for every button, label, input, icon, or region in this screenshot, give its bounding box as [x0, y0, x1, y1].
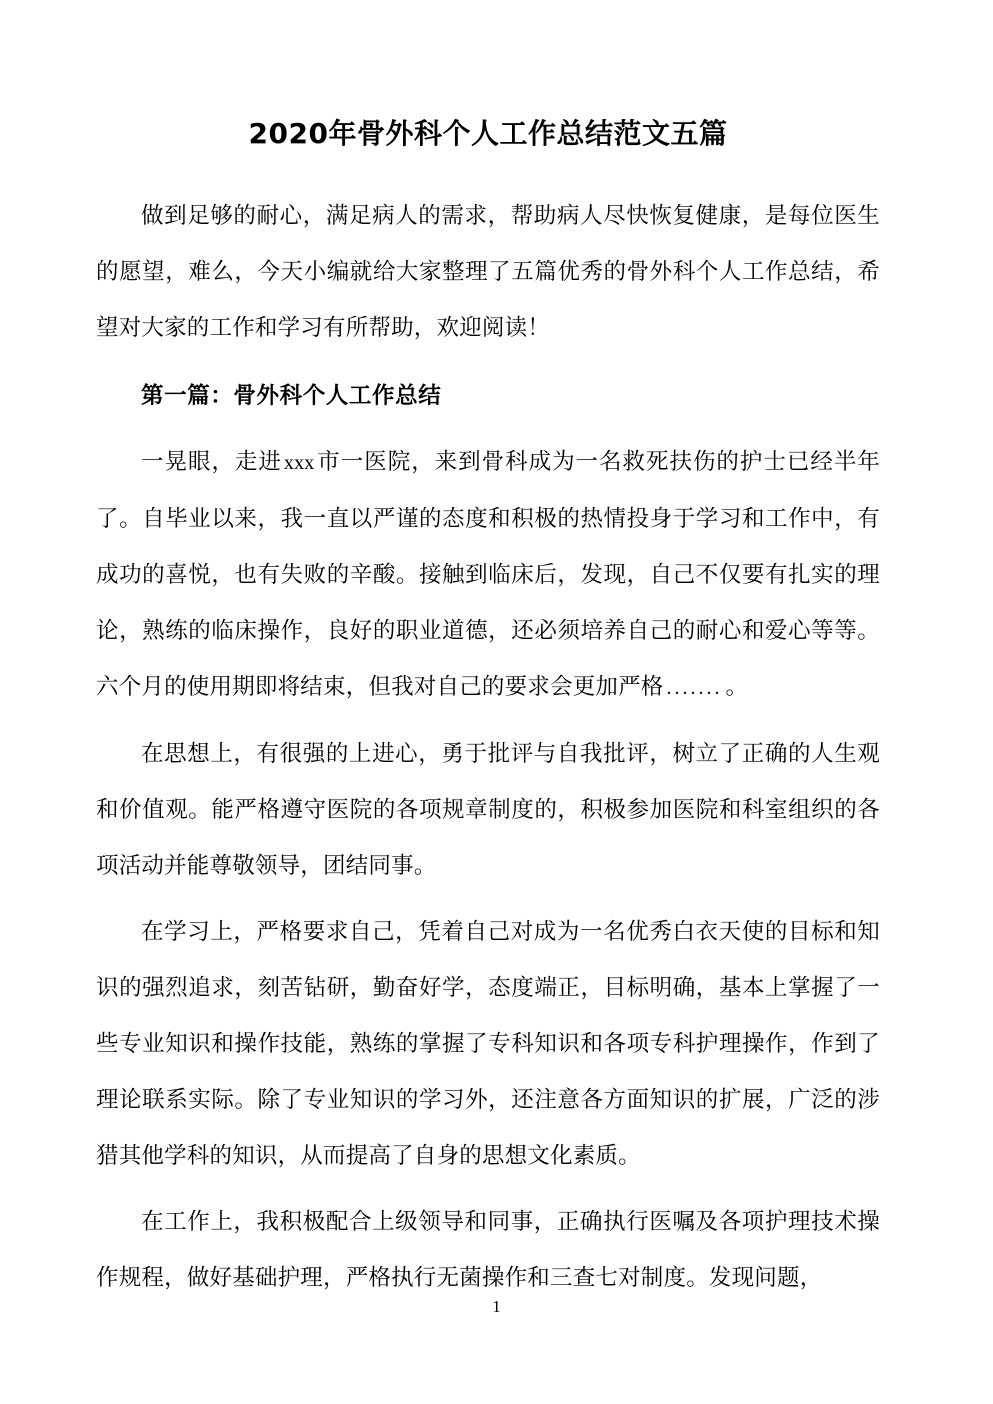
body-1-text-b: 市一医院，来到骨科成为一名救死扶伤的护士已经半年了。自毕业以来，我一直以严谨的态度和积极的热情投身于学习和工作中，有成功的喜悦，也有失败的辛酸。接触到临床后，发现，自己不仅要有扎实的理论，熟练的临床操作，良好的职业道德，还必须培养自己的耐心和爱心等等。六个月的使用期即将结束，但我对自己的要求会更加严格 — [96, 449, 881, 700]
ellipsis-dots: ....... — [666, 677, 723, 700]
page-number: 1 — [492, 1297, 501, 1316]
body-1-text-a: 一晃眼，走进 — [141, 449, 282, 475]
body-paragraph-3: 在学习上，严格要求自己，凭着自己对成为一名优秀白衣天使的目标和知识的强烈追求，刻苦钻研，勤奋好学，态度端正，目标明确，基本上掌握了一些专业知识和操作技能，熟练的掌握了专科知识和各项专科护理操作，作到了理论联系实际。除了专业知识的学习外，还注意各方面知识的扩展，广泛的涉猎其他学科的知识，从而提高了自身的思想文化素质。 — [96, 919, 880, 1169]
document-content — [96, 0, 880, 1306]
body-paragraph-2: 在思想上，有很强的上进心，勇于批评与自我批评，树立了正确的人生观和价值观。能严格遵守医院的各项规章制度的，积极参加医院和科室组织的各项活动并能尊敬领导，团结同事。 — [96, 741, 880, 879]
body-1-terminator: 。 — [725, 674, 749, 700]
section-heading-1: 第一篇：骨外科个人工作总结 — [141, 383, 442, 409]
intro-paragraph: 做到足够的耐心，满足病人的需求，帮助病人尽快恢复健康，是每位医生的愿望，难么，今天小编就给大家整理了五篇优秀的骨外科个人工作总结，希望对大家的工作和学习有所帮助，欢迎阅读！ — [96, 203, 880, 341]
body-paragraph-4: 在工作上，我积极配合上级领导和同事，正确执行医嘱及各项护理技术操作规程，做好基础护理，严格执行无菌操作和三查七对制度。发现问题， — [96, 1209, 880, 1291]
placeholder-xxx: xxx — [283, 452, 315, 475]
body-paragraph-1 — [96, 434, 880, 716]
page-title: 2020年骨外科个人工作总结范文五篇 — [248, 117, 728, 150]
